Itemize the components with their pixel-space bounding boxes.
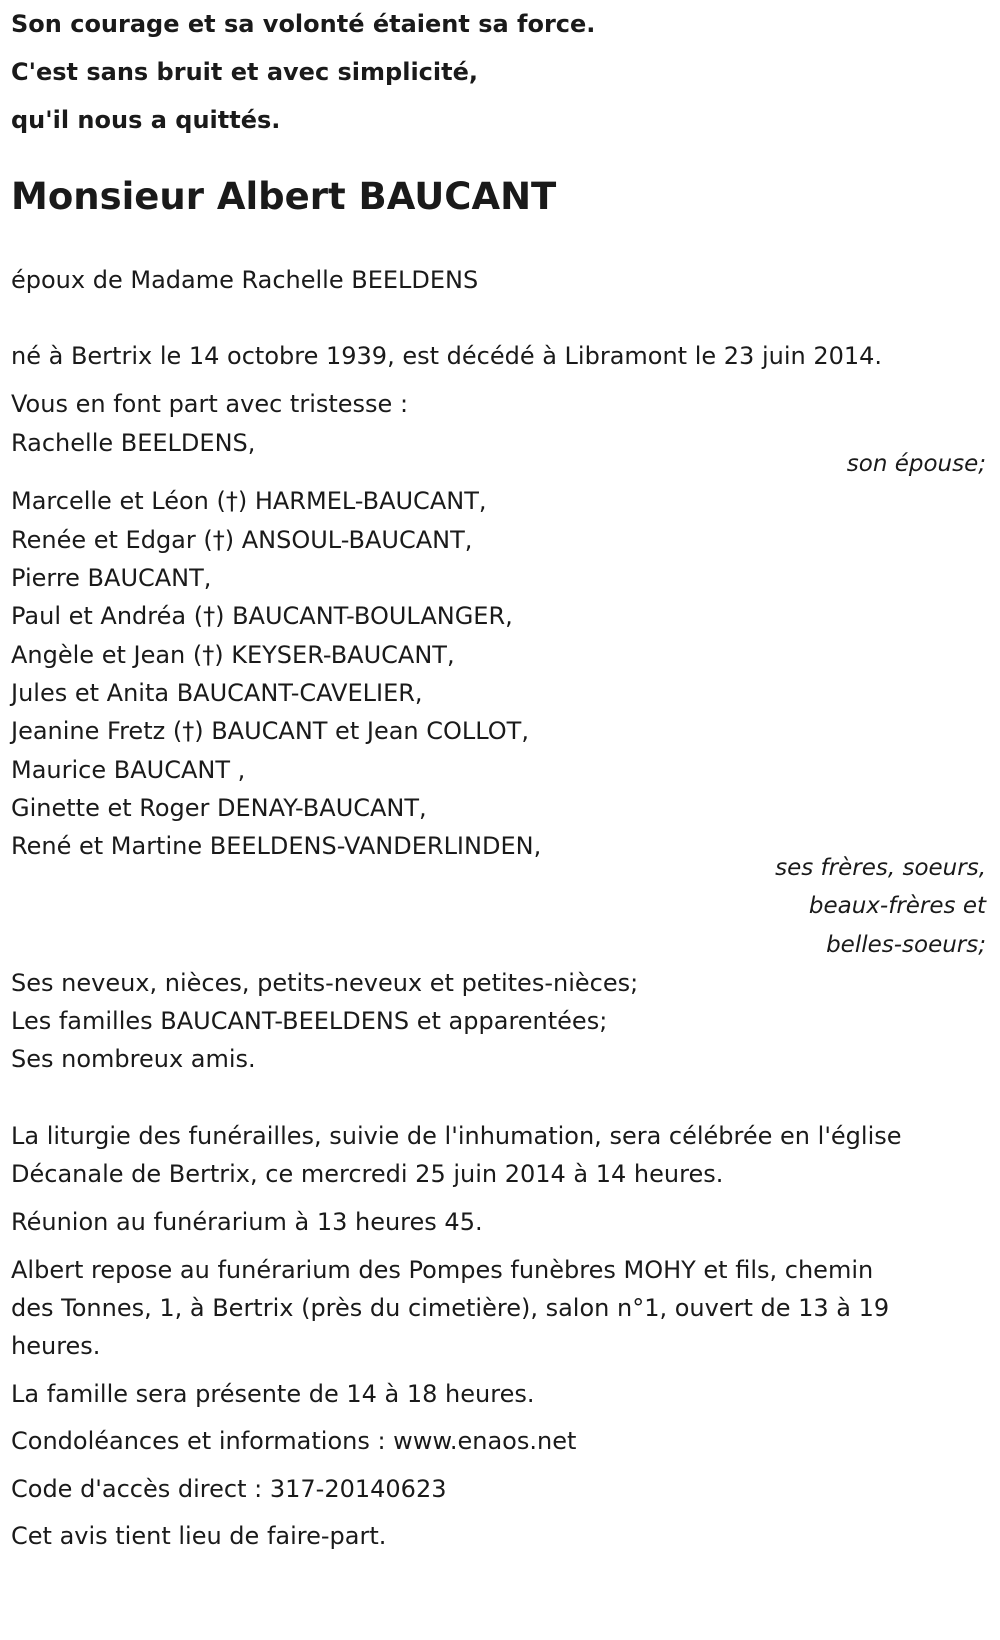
sibling-line: Renée et Edgar (†) ANSOUL-BAUCANT, [11, 526, 473, 554]
sibling-line: Paul et Andréa (†) BAUCANT-BOULANGER, [11, 602, 513, 630]
liturgy-line: Décanale de Bertrix, ce mercredi 25 juin 2014 à 14 heures. [11, 1160, 724, 1188]
sibling-line: René et Martine BEELDENS-VANDERLINDEN, [11, 832, 542, 860]
spouse-name: Rachelle BEELDENS, [11, 429, 256, 457]
others-line: Ses nombreux amis. [11, 1045, 256, 1073]
intro-line-1: Son courage et sa volonté étaient sa force. [11, 10, 596, 38]
reunion-line: Réunion au funérarium à 13 heures 45. [11, 1208, 483, 1236]
sibling-line: Jeanine Fretz (†) BAUCANT et Jean COLLOT, [11, 717, 529, 745]
sibling-line: Maurice BAUCANT , [11, 756, 246, 784]
liturgy-line: La liturgie des funérailles, suivie de l'inhumation, sera célébrée en l'église [11, 1122, 902, 1150]
sibling-line: Angèle et Jean (†) KEYSER-BAUCANT, [11, 641, 455, 669]
access-code-line: Code d'accès direct : 317-20140623 [11, 1475, 447, 1503]
others-line: Ses neveux, nièces, petits-neveux et petites-nièces; [11, 969, 639, 997]
deceased-name: Monsieur Albert BAUCANT [11, 175, 557, 218]
sibling-line: Ginette et Roger DENAY-BAUCANT, [11, 794, 427, 822]
repose-line: heures. [11, 1332, 101, 1360]
family-presence-line: La famille sera présente de 14 à 18 heures. [11, 1380, 535, 1408]
spouse-line: époux de Madame Rachelle BEELDENS [11, 266, 479, 294]
sibling-line: Jules et Anita BAUCANT-CAVELIER, [11, 679, 423, 707]
announce-line: Vous en font part avec tristesse : [11, 390, 409, 418]
siblings-role-line: belles-soeurs; [826, 932, 986, 958]
notice-line: Cet avis tient lieu de faire-part. [11, 1522, 387, 1550]
spouse-role: son épouse; [846, 451, 986, 477]
sibling-line: Pierre BAUCANT, [11, 564, 212, 592]
others-line: Les familles BAUCANT-BEELDENS et apparentées; [11, 1007, 608, 1035]
sibling-line: Marcelle et Léon (†) HARMEL-BAUCANT, [11, 487, 487, 515]
intro-line-3: qu'il nous a quittés. [11, 106, 281, 134]
condolences-line: Condoléances et informations : www.enaos.net [11, 1427, 577, 1455]
repose-line: des Tonnes, 1, à Bertrix (près du cimetière), salon n°1, ouvert de 13 à 19 [11, 1294, 890, 1322]
birth-death-line: né à Bertrix le 14 octobre 1939, est décédé à Libramont le 23 juin 2014. [11, 342, 883, 370]
intro-line-2: C'est sans bruit et avec simplicité, [11, 58, 478, 86]
siblings-role-line: ses frères, soeurs, [775, 855, 986, 881]
repose-line: Albert repose au funérarium des Pompes funèbres MOHY et fils, chemin [11, 1256, 874, 1284]
siblings-role-line: beaux-frères et [808, 893, 986, 919]
